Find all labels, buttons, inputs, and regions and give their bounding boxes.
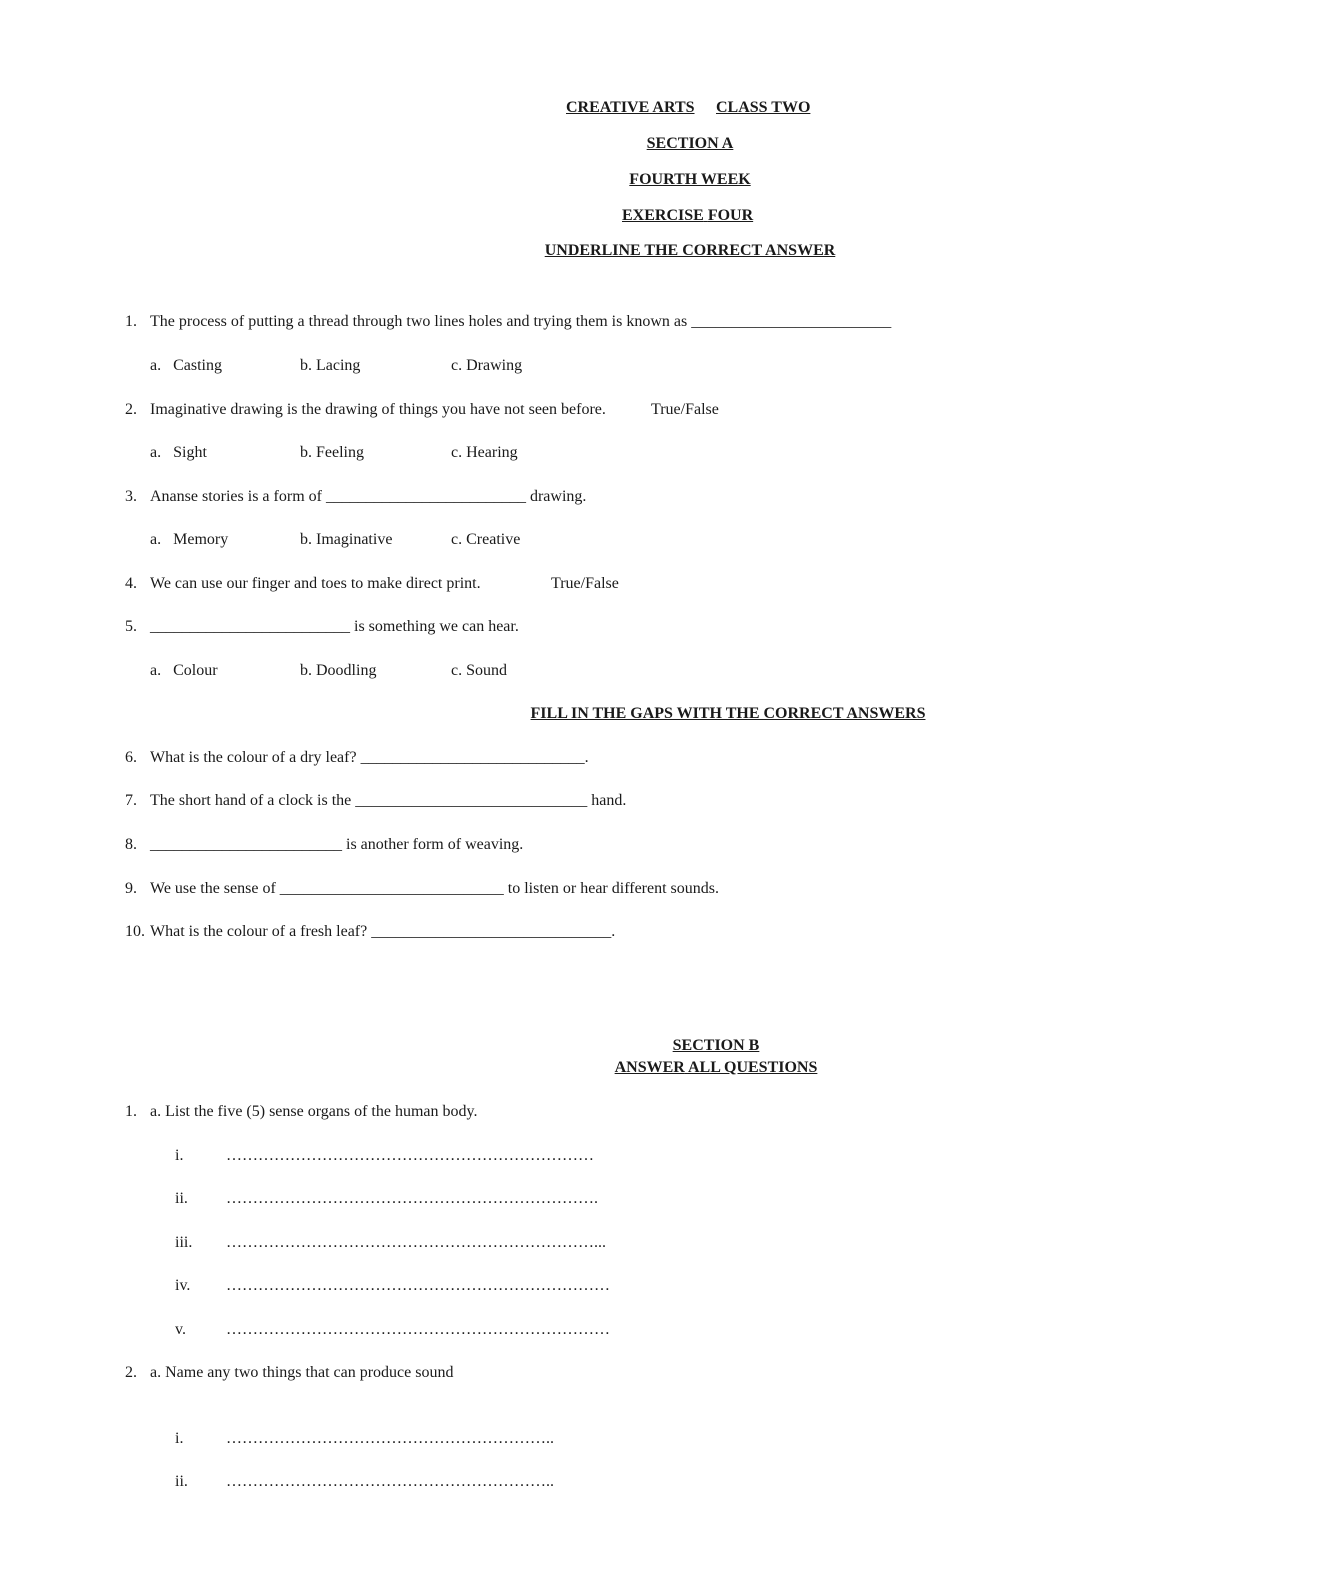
q3-option-c: c. Creative [451, 531, 521, 548]
section-a-title: SECTION A [646, 135, 734, 152]
b-q1-text: a. List the five (5) sense organs of the human body. [150, 1103, 478, 1120]
q6-number: 6. [125, 749, 137, 766]
q9-number: 9. [125, 880, 137, 897]
week-title: FOURTH WEEK [629, 171, 751, 188]
q10-number: 10. [125, 923, 145, 940]
exercise-title [622, 206, 753, 226]
q4-true-false: True/False [551, 575, 619, 592]
q3-blank: _________________________ [325, 488, 526, 505]
q2-number: 2. [125, 401, 137, 418]
q2-text: Imaginative drawing is the drawing of things you have not seen before. [150, 401, 606, 418]
q7-blank: _____________________________ [355, 792, 588, 809]
q2-option-a: a. Sight [150, 444, 207, 461]
q4-text: We can use our finger and toes to make direct print. [150, 575, 481, 592]
b-q1-item-roman: iii. [175, 1234, 193, 1251]
q10-text: What is the colour of a fresh leaf? ______________________________. [150, 923, 616, 940]
b-q1-item-answer-line[interactable]: ……………………………………………………………. [226, 1190, 598, 1207]
q5-number: 5. [125, 618, 137, 635]
q3-text: Ananse stories is a form of _________________________ drawing. [150, 488, 587, 505]
q5-blank: _________________________ [150, 618, 350, 635]
b-q2-item-answer-line[interactable]: …………………………………………………….. [226, 1473, 554, 1490]
b-q1-item-roman: v. [175, 1321, 186, 1338]
q1-option-c: c. Drawing [451, 357, 523, 374]
b-q1-item-answer-line[interactable]: ……………………………………………………………... [226, 1234, 606, 1251]
section-b-title: SECTION B [672, 1037, 760, 1054]
q5-text: _________________________ is something we can hear. [150, 618, 519, 635]
class-title: CLASS TWO [716, 99, 811, 116]
q1-blank: _________________________ [691, 313, 892, 330]
q5-option-c: c. Sound [451, 662, 508, 679]
q1-text [150, 312, 891, 332]
b-q2-item-answer-line[interactable]: …………………………………………………….. [226, 1430, 554, 1447]
b-q2-item-roman: i. [175, 1430, 184, 1447]
exercise-word: EXERCISE [622, 207, 704, 224]
b-q2-number: 2. [125, 1364, 137, 1381]
b-q2-item-roman: ii. [175, 1473, 188, 1490]
b-q1-item-answer-line[interactable]: ……………………………………………………………… [226, 1321, 610, 1338]
section-b-instruction: ANSWER ALL QUESTIONS [614, 1059, 818, 1076]
q5-option-a: a. Colour [150, 662, 218, 679]
q1-option-a: a. Casting [150, 357, 222, 374]
q2-option-c: c. Hearing [451, 444, 518, 461]
q3-option-b: b. Imaginative [300, 531, 393, 548]
b-q2-text: a. Name any two things that can produce sound [150, 1364, 454, 1381]
q2-option-b: b. Feeling [300, 444, 364, 461]
q8-number: 8. [125, 836, 137, 853]
b-q1-item-roman: ii. [175, 1190, 188, 1207]
q7-number: 7. [125, 792, 137, 809]
q4-number: 4. [125, 575, 137, 592]
q8-blank: ________________________ [150, 836, 342, 853]
subject-title: CREATIVE ARTS [566, 99, 695, 116]
q7-text: The short hand of a clock is the _____________________________ hand. [150, 792, 627, 809]
q3-number: 3. [125, 488, 137, 505]
q1-question: The process of putting a thread through two lines holes and trying them is known as [150, 313, 688, 330]
b-q1-number: 1. [125, 1103, 137, 1120]
q8-text: ________________________ is another form of weaving. [150, 836, 524, 853]
q9-blank: ____________________________ [279, 880, 504, 897]
fill-gaps-heading: FILL IN THE GAPS WITH THE CORRECT ANSWERS [530, 705, 926, 722]
q6-blank: ____________________________ [360, 749, 585, 766]
q1-option-b: b. Lacing [300, 357, 361, 374]
b-q1-item-answer-line[interactable]: ……………………………………………………………… [226, 1277, 610, 1294]
q1-number: 1. [125, 313, 137, 330]
q9-text: We use the sense of ____________________________ to listen or hear different sounds. [150, 880, 719, 897]
instruction-underline: UNDERLINE THE CORRECT ANSWER [544, 242, 836, 259]
q2-true-false: True/False [651, 401, 719, 418]
b-q1-item-answer-line[interactable]: …………………………………………………………… [226, 1147, 594, 1164]
q3-option-a: a. Memory [150, 531, 229, 548]
q10-blank: ______________________________ [371, 923, 612, 940]
b-q1-item-roman: iv. [175, 1277, 191, 1294]
q5-option-b: b. Doodling [300, 662, 377, 679]
b-q1-item-roman: i. [175, 1147, 184, 1164]
exercise-number: FOUR [707, 207, 754, 224]
q6-text: What is the colour of a dry leaf? ____________________________. [150, 749, 589, 766]
